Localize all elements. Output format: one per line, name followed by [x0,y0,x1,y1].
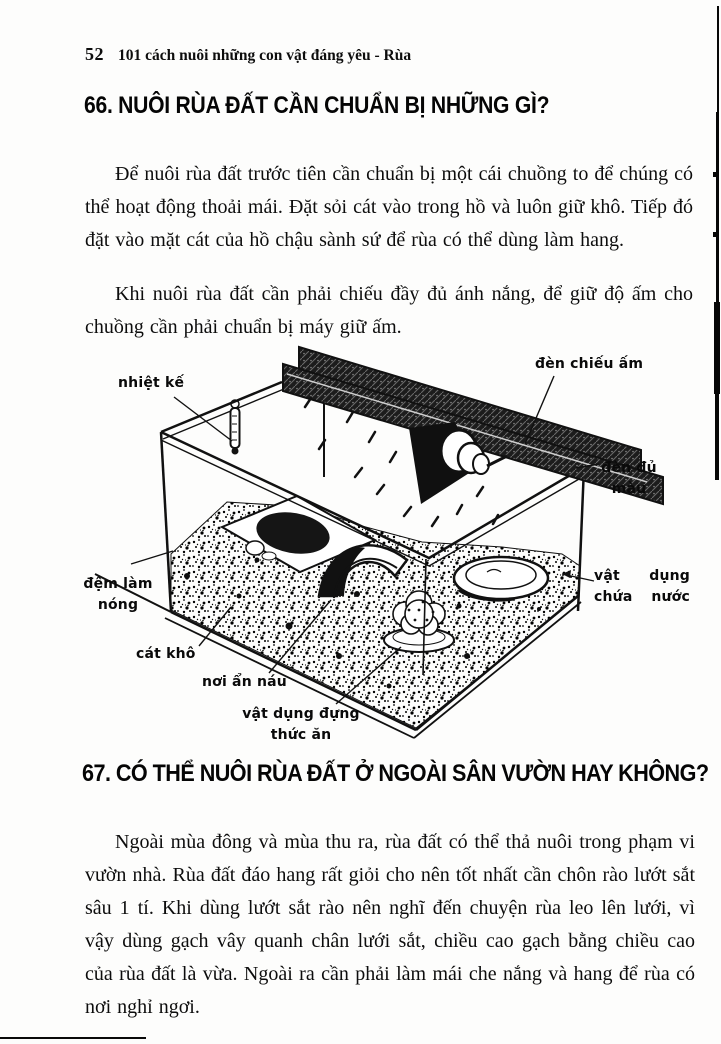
figure-label-thermometer: nhiệt kế [118,375,185,391]
section-67-paragraph-1: Ngoài mùa đông và mùa thu ra, rùa đất có thể thả nuôi trong phạm vi vườn nhà. Rùa đất đáo hang rất giỏi cho nên tốt nhất cần chôn rào lướt sắt sâu 1 tí. Khi dùng lướt sắt rào nên nghĩ đến chuyện rùa leo lên lưới, vì vậy dùng gạch vây quanh chân lưới sắt, chiều cao gạch bằng chiều cao của rùa đất là vừa. Ngoài ra cần phải làm mái che nắng và hang để rùa có nơi nghỉ ngơi. [85,831,695,1018]
section-66-heading: 66. NUÔI RÙA ĐẤT CẦN CHUẨN BỊ NHỮNG GÌ? [84,92,550,119]
scan-bar-nub [713,232,717,237]
figure-label-heating-pad: đệm làm nóng [83,576,153,613]
scan-bar [716,112,719,304]
page-header [85,44,411,65]
scan-bar [715,394,719,480]
section-66-paragraph-2: Khi nuôi rùa đất cần phải chiếu đầy đủ ánh nắng, để giữ độ ấm cho chuồng cần phải chuẩn bị máy giữ ấm. [85,283,693,338]
figure-label-color-lamp: đèn đủ màu [601,460,657,497]
sand-bed [171,502,580,728]
thermometer [231,400,240,455]
water-dish [454,557,548,600]
footnote-rule [0,1037,146,1039]
scan-bar [717,6,719,112]
figure-label-water-container: vật dụng chứa nước [594,568,690,605]
figure-label-hiding-place: nơi ẩn náu [202,674,287,690]
section-67-heading: 67. CÓ THỂ NUÔI RÙA ĐẤT Ở NGOÀI SÂN VƯỜN HAY KHÔNG? [82,760,709,787]
figure-label-dry-sand: cát khô [136,646,196,662]
figure-label-food-container: vật dụng đựng thức ăn [242,706,360,743]
section-66-paragraph-1: Để nuôi rùa đất trước tiên cần chuẩn bị một cái chuồng to để chúng có thể hoạt động thoải mái. Đặt sỏi cát vào trong hồ và luôn giữ khô. Tiếp đó đặt vào mặt cát của hồ chậu sành sứ để rùa có thể dùng làm hang. [85,163,693,251]
terrarium-illustration [57,344,702,758]
terrarium-figure [0,344,721,758]
page-number: 52 [85,44,104,64]
figure-label-heat-lamp: đèn chiếu ấm [535,356,644,372]
scan-bar [714,302,720,394]
scan-bar-nub [713,172,717,177]
running-title: 101 cách nuôi những con vật đáng yêu - Rùa [118,47,412,64]
